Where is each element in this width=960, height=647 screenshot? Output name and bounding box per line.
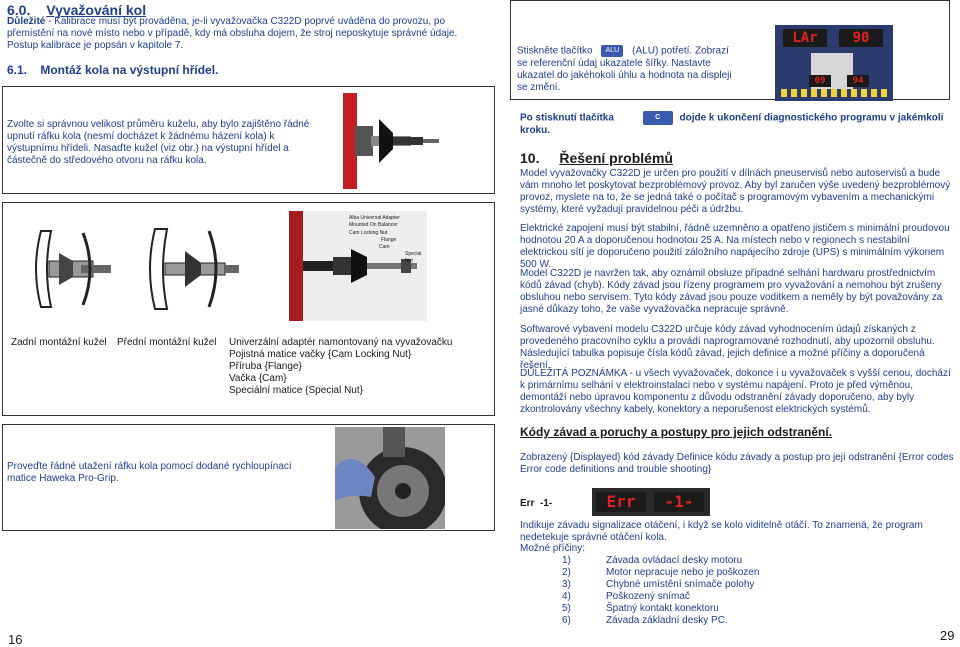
display-bottom-left: 09 — [809, 75, 831, 87]
paragraph-6: Zobrazený {Displayed} kód závady Definice kódu závady a postup pro její odstranění {Error codes Error code definitions and trouble shooting} — [520, 452, 954, 475]
cones-box — [2, 202, 495, 416]
cause-number: 4) — [562, 591, 571, 602]
end-program-line — [520, 111, 950, 137]
section-10-heading — [520, 150, 673, 166]
alu-display-image — [775, 25, 893, 101]
display-bottom-right: 94 — [847, 75, 869, 87]
front-cone-image — [141, 223, 241, 315]
caption-adapter-line: Pojistná matice vačky {Cam Locking Nut} — [229, 349, 412, 360]
label-special-nut: Special Nut — [405, 251, 422, 264]
list-item — [562, 579, 754, 591]
right-page-number: 29 — [940, 628, 955, 643]
caption-front-cone: Přední montážní kužel — [117, 337, 217, 348]
tighten-text: Proveďte řádné utažení ráfku kola pomocí dodané rychloupínací matice Haweka Pro-Grip. — [7, 461, 292, 484]
list-item — [562, 555, 742, 567]
intro-text: - Kalibrace musí být prováděna, je-li vyvažovačka C322D poprvé uváděna do provozu, po přemístění na nové místo nebo v případě, kdy má obsluha dojem, že stroj neposkytuje správné údaje. — [7, 16, 458, 39]
err-label: Err -1- — [520, 498, 553, 509]
cause-text: Závada základní desky PC. — [606, 615, 728, 626]
display-leds — [781, 89, 887, 97]
diagram-labels — [349, 215, 429, 265]
intro-text2: Postup kalibrace je popsán v kapitole 7. — [7, 40, 184, 51]
err-display-left: Err — [596, 492, 646, 512]
display-top-right: 90 — [839, 29, 883, 47]
rear-cone-image — [21, 223, 113, 315]
left-page-number: 16 — [8, 632, 23, 647]
label-adapter: Alba Universal Adapter Mounted On Balancer — [349, 215, 400, 228]
cause-text: Poškozený snímač — [606, 591, 690, 602]
label-cam: Cam — [379, 244, 390, 250]
subsection-heading: 6.1. Montáž kola na výstupní hřídel. — [7, 63, 219, 77]
paragraph-7: Indikuje závadu signalizace otáčení, i když se kolo viditelně otáčí. To znamená, že program nedetekuje správné otáčení kola. — [520, 520, 923, 543]
list-item — [562, 567, 759, 579]
mount-box — [2, 86, 495, 194]
end-text-post: dojde k ukončení diagnostického programu v jakémkoli kroku. — [520, 112, 944, 136]
caption-rear-cone: Zadní montážní kužel — [11, 337, 107, 348]
caption-adapter-line: Univerzální adaptér namontovaný na vyvažovačku — [229, 337, 453, 348]
section-title: Vyvažování kol — [46, 2, 147, 18]
cause-number: 2) — [562, 567, 571, 578]
tighten-box — [2, 424, 495, 531]
err-display-image — [592, 488, 710, 516]
list-item — [562, 603, 719, 615]
intro-bold: Důležité — [7, 16, 46, 27]
paragraph-5: DŮLEŽITÁ POZNÁMKA - u všech vyvažovaček, dokonce i u vyvažovaček s vyšší cenou, dochází k primárnímu selhání v elektroinstalaci nebo v systému napájení. Proto je před výměnou, demontáží nebo úpravou komponentu z důvodu odstranění závady doporučeno, aby byly zkontrolovány všechny kabely, konektory a neporušenost elektrických systémů. — [520, 368, 951, 415]
alu-box — [510, 0, 950, 100]
mount-text: Zvolte si správnou velikost průměru kuželu, aby bylo zajištěno řádné upnutí ráfku kola (nesmí docházet k žádnému házení kola) k výstupnímu hřídeli. Nasaďte kužel (viz obr.) na výstupní hřídel a částečně do středového otvoru na ráfku kola. — [7, 119, 310, 166]
causes-heading: Možné příčiny: — [520, 543, 586, 554]
c-button-icon: C — [643, 111, 673, 125]
cause-text: Špatný kontakt konektoru — [606, 603, 719, 614]
alu-button-icon: ALU — [601, 45, 623, 57]
alu-text — [517, 45, 742, 94]
label-flange: Flange — [381, 237, 397, 243]
caption-adapter-line: Speciální matice {Special Nut} — [229, 385, 363, 396]
list-item — [562, 615, 728, 627]
cause-text: Chybné umístění snímače polohy — [606, 579, 755, 590]
paragraph-1: Model vyvažovačky C322D je určen pro použití v dílnách pneuservisů nebo autoservisů a bude vám mnoho let poskytovat bezproblémový provoz. Aby byl zaručen výše uvedený bezproblémový provoz, myslete na to, že se jedná také o počítač s programovým vybavením a mechanickými systémy, které vyžadují pravidelnou péči a údržbu. — [520, 168, 951, 215]
alu-text-post: (ALU) potřetí. Zobrazí se referenční údaj ukazatele šířky. Nastavte ukazatel do jakéhokoli úhlu a hodnota na displeji se změní. — [517, 45, 732, 93]
paragraph-3: Model C322D je navržen tak, aby oznámil obsluze případné selhání hardwaru prostřednictvím kódů závad (chyb). Kódy závad jsou řízeny programem pro vyvažování a nemohou být zrušeny obsluhou nebo servisem. Tyto kódy závad jsou pouze voditkem a neměly by být považovány za jasné důkazy toho, že vaše vyvažovačka nepracuje správně. — [520, 268, 943, 315]
cause-number: 3) — [562, 579, 571, 590]
display-top-left: LAr — [783, 29, 827, 47]
intro-paragraph — [7, 16, 492, 52]
caption-adapter-line: Vačka {Cam} — [229, 373, 287, 384]
cause-text: Závada ovládací desky motoru — [606, 555, 743, 566]
paragraph-2: Elektrické zapojení musí být stabilní, řádně uzemněno a opatřeno jističem s minimální proudovou hodnotou 20 A a doporučenou hodnotou 25 A. Na místech nebo v regionech s nestabilní elektrickou sítí je doporučeno použití záložního napájecího zdroje (UPS) s minimálním výkonem 500 W. — [520, 223, 950, 270]
caption-adapter — [229, 337, 469, 397]
cause-number: 1) — [562, 555, 571, 566]
shaft-image — [341, 91, 441, 191]
cause-number: 5) — [562, 603, 571, 614]
tighten-image — [335, 427, 445, 529]
cause-text: Motor nepracuje nebo je poškozen — [606, 567, 760, 578]
section-number: 6.0. — [7, 2, 31, 18]
alu-text-pre: Stiskněte tlačítko — [517, 45, 593, 57]
cause-number: 6) — [562, 615, 571, 626]
codes-heading: Kódy závad a poruchy a postupy pro jejich odstranění. — [520, 425, 833, 439]
section-10-number: 10. — [520, 150, 540, 166]
end-text-pre: Po stisknutí tlačítka — [520, 112, 614, 124]
caption-adapter-line: Příruba {Flange} — [229, 361, 302, 372]
section-10-title: Řešení problémů — [559, 150, 673, 166]
list-item — [562, 591, 690, 603]
err-display-right: -1- — [654, 492, 704, 512]
paragraph-4: Softwarové vybavení modelu C322D určuje kódy závad vyhodnocením údajů získaných z provedeného pracovního cyklu a provádí naprogramované rozhodnutí, aby upozornil obsluhu. Následující tabulka popisuje čísla kódů závad, jejich definice a možné příčiny a doporučená řešení. — [520, 324, 935, 371]
label-cam-locking-nut: Cam Locking Nut — [349, 230, 388, 236]
